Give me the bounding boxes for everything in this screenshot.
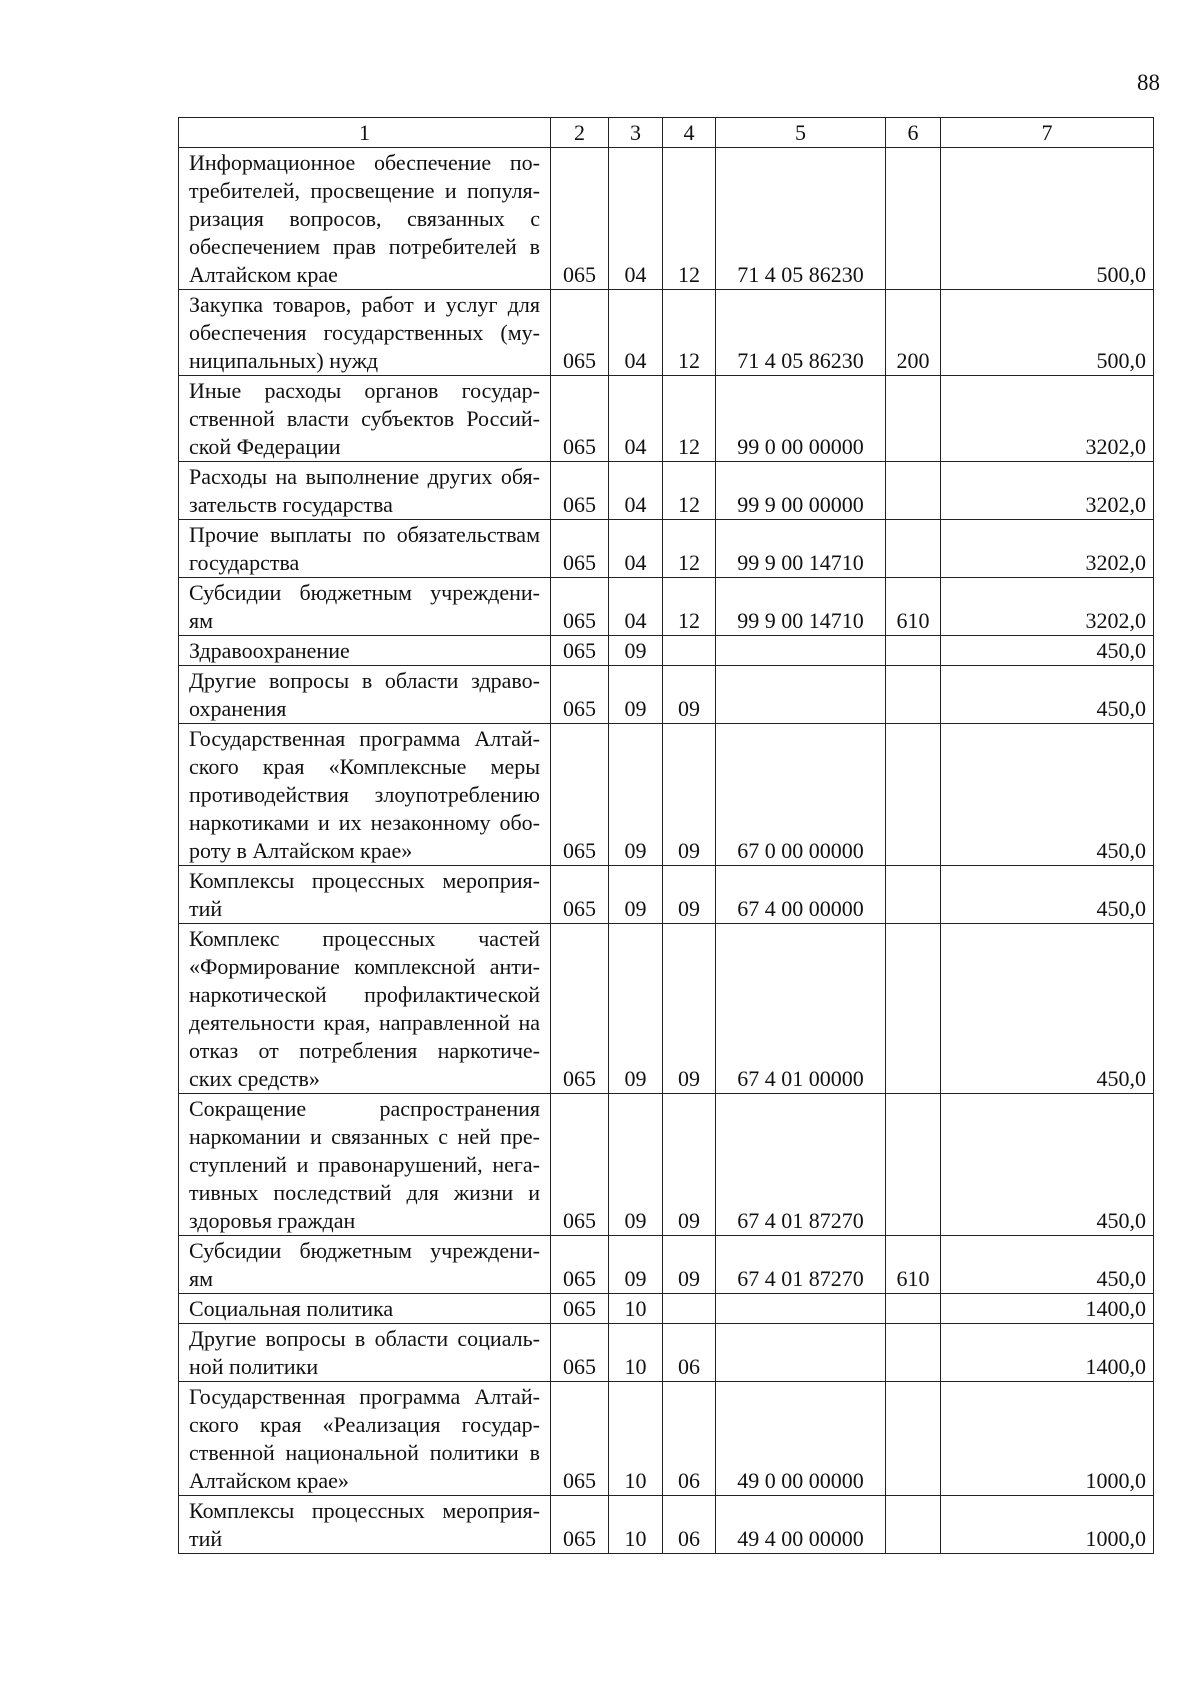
row-name-line: Иные расходы органов государ- (189, 378, 540, 403)
row-name-line: Государственная программа Алтай- (189, 1384, 540, 1409)
section-code-cell: 04 (609, 148, 663, 290)
expense-type-cell (886, 148, 941, 290)
table-row (179, 1496, 1154, 1554)
row-name-line: ских средств» (189, 1066, 320, 1091)
row-name-line: Информационное обеспечение по- (189, 150, 540, 175)
target-article-cell (716, 1294, 886, 1324)
row-name-line: ной политики (189, 1354, 319, 1379)
amount-cell: 450,0 (941, 724, 1154, 866)
budget-table (178, 117, 1154, 1554)
row-name-line: наркотической профилактической (189, 982, 540, 1007)
target-article-cell: 99 9 00 00000 (716, 462, 886, 520)
row-name-line: «Формирование комплексной анти- (189, 954, 540, 979)
section-code-cell: 09 (609, 724, 663, 866)
row-name-line: Сокращение распространения (189, 1096, 540, 1121)
section-code-cell: 09 (609, 924, 663, 1094)
expense-type-cell (886, 1382, 941, 1496)
target-article-cell: 99 0 00 00000 (716, 376, 886, 462)
row-name-line: деятельности края, направленной на (189, 1010, 540, 1035)
column-header: 3 (609, 118, 663, 148)
row-name-cell (179, 1094, 551, 1236)
section-code-cell: 04 (609, 290, 663, 376)
expense-type-cell (886, 866, 941, 924)
row-name-cell (179, 1324, 551, 1382)
row-name-line: ственной власти субъектов Россий- (189, 406, 540, 431)
row-name-line: Закупка товаров, работ и услуг для (189, 292, 540, 317)
section-code-cell: 04 (609, 578, 663, 636)
admin-code-cell: 065 (551, 866, 609, 924)
target-article-cell: 49 0 00 00000 (716, 1382, 886, 1496)
subsection-code-cell: 06 (663, 1496, 716, 1554)
section-code-cell: 09 (609, 666, 663, 724)
subsection-code-cell: 12 (663, 578, 716, 636)
admin-code-cell: 065 (551, 1496, 609, 1554)
target-article-cell: 67 4 01 87270 (716, 1094, 886, 1236)
target-article-cell: 67 0 00 00000 (716, 724, 886, 866)
expense-type-cell (886, 636, 941, 666)
admin-code-cell: 065 (551, 1324, 609, 1382)
section-code-cell: 04 (609, 462, 663, 520)
row-name-line: ственной национальной политики в (189, 1440, 540, 1465)
row-name-line: ского края «Комплексные меры (189, 754, 540, 779)
amount-cell: 450,0 (941, 666, 1154, 724)
table-row (179, 724, 1154, 866)
subsection-code-cell: 12 (663, 148, 716, 290)
column-header: 2 (551, 118, 609, 148)
table-row (179, 866, 1154, 924)
column-header: 5 (716, 118, 886, 148)
row-name-line: противодействия злоупотреблению (189, 782, 540, 807)
amount-cell: 1400,0 (941, 1324, 1154, 1382)
table-header-row (179, 118, 1154, 148)
row-name-line: тий (189, 1526, 223, 1551)
amount-cell: 450,0 (941, 866, 1154, 924)
admin-code-cell: 065 (551, 724, 609, 866)
row-name-cell (179, 520, 551, 578)
admin-code-cell: 065 (551, 1294, 609, 1324)
expense-type-cell (886, 924, 941, 1094)
column-header: 7 (941, 118, 1154, 148)
row-name-line: Другие вопросы в области социаль- (189, 1326, 540, 1351)
row-name-line: ям (189, 1266, 214, 1291)
expense-type-cell (886, 1294, 941, 1324)
admin-code-cell: 065 (551, 636, 609, 666)
row-name-line: Социальная политика (189, 1296, 394, 1321)
row-name-cell (179, 866, 551, 924)
subsection-code-cell: 09 (663, 866, 716, 924)
target-article-cell (716, 1324, 886, 1382)
row-name-line: ступлений и правонарушений, нега- (189, 1152, 540, 1177)
row-name-line: ской Федерации (189, 434, 341, 459)
row-name-line: государства (189, 550, 300, 575)
row-name-cell (179, 376, 551, 462)
admin-code-cell: 065 (551, 1094, 609, 1236)
expense-type-cell (886, 666, 941, 724)
expense-type-cell (886, 1324, 941, 1382)
table-row (179, 666, 1154, 724)
subsection-code-cell: 09 (663, 724, 716, 866)
table-row (179, 1324, 1154, 1382)
row-name-cell (179, 148, 551, 290)
target-article-cell: 49 4 00 00000 (716, 1496, 886, 1554)
subsection-code-cell: 09 (663, 666, 716, 724)
amount-cell: 3202,0 (941, 462, 1154, 520)
amount-cell: 3202,0 (941, 520, 1154, 578)
row-name-cell (179, 636, 551, 666)
row-name-cell (179, 462, 551, 520)
subsection-code-cell: 12 (663, 290, 716, 376)
section-code-cell: 04 (609, 376, 663, 462)
admin-code-cell: 065 (551, 666, 609, 724)
row-name-line: ризация вопросов, связанных с (189, 206, 540, 231)
expense-type-cell: 200 (886, 290, 941, 376)
section-code-cell: 10 (609, 1496, 663, 1554)
row-name-cell (179, 924, 551, 1094)
target-article-cell: 67 4 01 00000 (716, 924, 886, 1094)
subsection-code-cell (663, 1294, 716, 1324)
table-row (179, 290, 1154, 376)
target-article-cell: 99 9 00 14710 (716, 520, 886, 578)
section-code-cell: 09 (609, 1094, 663, 1236)
amount-cell: 500,0 (941, 290, 1154, 376)
column-header: 6 (886, 118, 941, 148)
subsection-code-cell: 09 (663, 1236, 716, 1294)
row-name-line: тий (189, 896, 223, 921)
subsection-code-cell: 06 (663, 1382, 716, 1496)
row-name-line: обеспечением прав потребителей в (189, 234, 540, 259)
expense-type-cell (886, 724, 941, 866)
row-name-line: ниципальных) нужд (189, 348, 379, 373)
amount-cell: 1400,0 (941, 1294, 1154, 1324)
row-name-line: Прочие выплаты по обязательствам (189, 522, 540, 547)
subsection-code-cell: 12 (663, 376, 716, 462)
expense-type-cell: 610 (886, 578, 941, 636)
table-row (179, 520, 1154, 578)
row-name-line: роту в Алтайском крае» (189, 838, 413, 863)
row-name-cell (179, 666, 551, 724)
row-name-cell (179, 290, 551, 376)
row-name-line: отказ от потребления наркотиче- (189, 1038, 540, 1063)
row-name-line: Алтайском крае (189, 262, 338, 287)
table-row (179, 1382, 1154, 1496)
subsection-code-cell: 09 (663, 1094, 716, 1236)
row-name-line: требителей, просвещение и популя- (189, 178, 540, 203)
row-name-line: зательств государства (189, 492, 393, 517)
column-header: 1 (179, 118, 551, 148)
target-article-cell: 67 4 00 00000 (716, 866, 886, 924)
amount-cell: 500,0 (941, 148, 1154, 290)
amount-cell: 450,0 (941, 1094, 1154, 1236)
row-name-line: ского края «Реализация государ- (189, 1412, 540, 1437)
section-code-cell: 10 (609, 1324, 663, 1382)
target-article-cell: 67 4 01 87270 (716, 1236, 886, 1294)
table-row (179, 1294, 1154, 1324)
expense-type-cell: 610 (886, 1236, 941, 1294)
admin-code-cell: 065 (551, 1382, 609, 1496)
row-name-line: Другие вопросы в области здраво- (189, 668, 540, 693)
admin-code-cell: 065 (551, 148, 609, 290)
admin-code-cell: 065 (551, 1236, 609, 1294)
section-code-cell: 10 (609, 1382, 663, 1496)
row-name-line: наркотиками и их незаконному обо- (189, 810, 540, 835)
row-name-line: здоровья граждан (189, 1208, 356, 1233)
section-code-cell: 04 (609, 520, 663, 578)
row-name-line: Комплекс процессных частей (189, 926, 540, 951)
row-name-line: обеспечения государственных (му- (189, 320, 540, 345)
admin-code-cell: 065 (551, 290, 609, 376)
amount-cell: 450,0 (941, 924, 1154, 1094)
admin-code-cell: 065 (551, 578, 609, 636)
target-article-cell: 71 4 05 86230 (716, 290, 886, 376)
target-article-cell: 99 9 00 14710 (716, 578, 886, 636)
row-name-line: охранения (189, 696, 287, 721)
table-row (179, 1236, 1154, 1294)
row-name-line: Субсидии бюджетным учреждени- (189, 580, 540, 605)
row-name-line: Комплексы процессных мероприя- (189, 1498, 540, 1523)
table-row (179, 462, 1154, 520)
admin-code-cell: 065 (551, 376, 609, 462)
section-code-cell: 09 (609, 636, 663, 666)
subsection-code-cell: 12 (663, 462, 716, 520)
row-name-line: Государственная программа Алтай- (189, 726, 540, 751)
row-name-line: Здравоохранение (189, 638, 350, 663)
expense-type-cell (886, 1094, 941, 1236)
row-name-line: ям (189, 608, 214, 633)
expense-type-cell (886, 520, 941, 578)
target-article-cell (716, 636, 886, 666)
row-name-line: Расходы на выполнение других обя- (189, 464, 540, 489)
table-row (179, 636, 1154, 666)
row-name-line: тивных последствий для жизни и (189, 1180, 540, 1205)
column-header: 4 (663, 118, 716, 148)
table-row (179, 578, 1154, 636)
subsection-code-cell: 12 (663, 520, 716, 578)
amount-cell: 1000,0 (941, 1382, 1154, 1496)
section-code-cell: 09 (609, 866, 663, 924)
row-name-line: Субсидии бюджетным учреждени- (189, 1238, 540, 1263)
admin-code-cell: 065 (551, 924, 609, 1094)
row-name-line: наркомании и связанных с ней пре- (189, 1124, 540, 1149)
amount-cell: 450,0 (941, 636, 1154, 666)
page-number: 88 (1137, 70, 1160, 95)
section-code-cell: 10 (609, 1294, 663, 1324)
row-name-cell (179, 1236, 551, 1294)
table-row (179, 1094, 1154, 1236)
row-name-cell (179, 578, 551, 636)
expense-type-cell (886, 1496, 941, 1554)
expense-type-cell (886, 376, 941, 462)
table-row (179, 376, 1154, 462)
row-name-line: Алтайском крае» (189, 1468, 349, 1493)
admin-code-cell: 065 (551, 520, 609, 578)
row-name-cell (179, 1294, 551, 1324)
amount-cell: 1000,0 (941, 1496, 1154, 1554)
amount-cell: 450,0 (941, 1236, 1154, 1294)
row-name-cell (179, 1496, 551, 1554)
amount-cell: 3202,0 (941, 578, 1154, 636)
row-name-line: Комплексы процессных мероприя- (189, 868, 540, 893)
target-article-cell: 71 4 05 86230 (716, 148, 886, 290)
subsection-code-cell: 09 (663, 924, 716, 1094)
amount-cell: 3202,0 (941, 376, 1154, 462)
row-name-cell (179, 724, 551, 866)
expense-type-cell (886, 462, 941, 520)
subsection-code-cell: 06 (663, 1324, 716, 1382)
admin-code-cell: 065 (551, 462, 609, 520)
subsection-code-cell (663, 636, 716, 666)
target-article-cell (716, 666, 886, 724)
table-row (179, 924, 1154, 1094)
table-row (179, 148, 1154, 290)
row-name-cell (179, 1382, 551, 1496)
section-code-cell: 09 (609, 1236, 663, 1294)
